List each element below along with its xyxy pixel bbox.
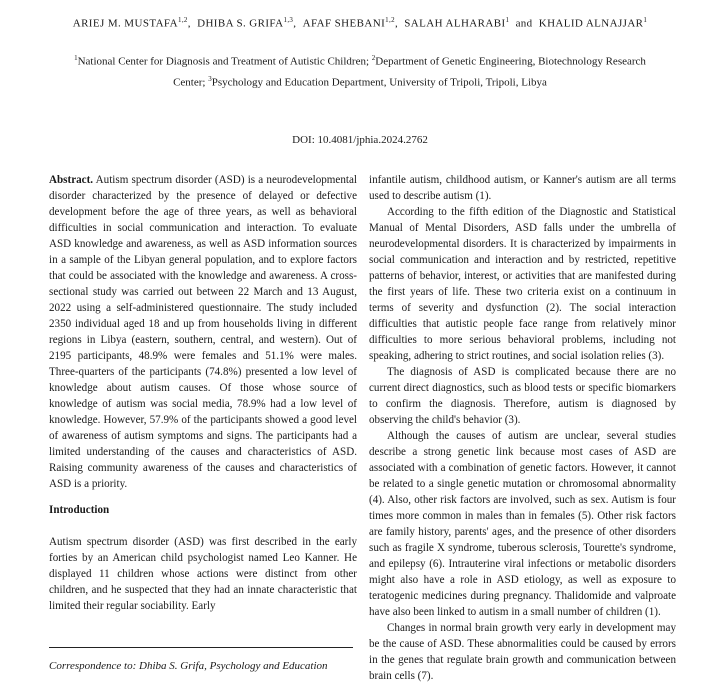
affiliations [60,50,660,91]
author-conjunction: and [515,17,533,30]
author-name: KHALID ALNAJJAR [538,17,644,30]
author-affiliation-marker: 1,2 [385,16,395,24]
affiliation-text: National Center for Diagnosis and Treatment of Autistic Children; [77,55,372,68]
correspondence-text: Dhiba S. Grifa, Psychology and Education [136,660,328,672]
body-paragraph: Although the causes of autism are unclear, several studies describe a strong genetic link because most cases of ASD are associated with a combination of genetic factors. However, it cannot be related to a single genetic mutation or chromosomal abnormality (4). Also, other risk factors are involved, such as sex. Autism is four times more common in males than in females (5). Other risk factors are family history, parents' ages, and the presence of other disorders such as fragile X syndrome, tuberous sclerosis, Tourette's syndrome, and epilepsy (6). Intrauterine viral infections or metabolic disorders might also have a role in ASD etiology, as well as exposure to teratogenic medicines during pregnancy. Thalidomide and valproate have also been linked to autism in a small number of children (1). [369,430,676,618]
body-paragraph: infantile autism, childhood autism, or Kanner's autism are all terms used to describe autism (1). [369,174,676,202]
right-column [369,172,676,684]
affiliation-text: Psychology and Education Department, University of Tripoli, Tripoli, Libya [211,76,547,89]
doi-link[interactable]: DOI: 10.4081/jphia.2024.2762 [292,134,428,146]
author-name: DHIBA S. GRIFA [197,17,284,30]
author-affiliation-marker: 1 [505,16,510,24]
body-paragraph: According to the fifth edition of the Diagnostic and Statistical Manual of Mental Disorders, ASD falls under the umbrella of neurodevelopmental disorders. It is characterized by impairments in social communication and interaction and by restricted, repetitive patterns of behavior, interest, or activities that are manifested during the first years of life. These two criteria exist on a continuum in terms of severity and dysfunction (2). The social interaction difficulties that autistic people face range from relatively minor difficulties to more serious behavioral problems, including not speaking, adhering to strict routines, and social isolation relies (3). [369,206,676,362]
author-name: ARIEJ M. MUSTAFA [72,17,178,30]
author-name: SALAH ALHARABI [404,17,506,30]
author-affiliation-marker: 1,3 [283,16,294,24]
author-name: AFAF SHEBANI [302,17,386,30]
abstract-paragraph [49,172,357,492]
author-affiliation-marker: 1 [643,16,648,24]
author-affiliation-marker: 1,2 [177,16,188,24]
abstract-label: Abstract. [49,174,94,186]
body-paragraph: The diagnosis of ASD is complicated because there are no current direct diagnostics, such as blood tests or specific biomarkers to confirm the diagnosis. Therefore, autism is diagnosed by observing the child's behavior (3). [369,366,676,426]
left-column [49,172,357,614]
affiliation-marker: 2 [371,54,376,62]
affiliation-text: Department of Genetic Engineering, Biotechnology Research Center; [173,55,646,89]
correspondence-label: Correspondence to: [49,660,137,672]
footnote-divider [49,647,353,648]
section-heading-introduction: Introduction [49,504,110,516]
body-paragraph: Changes in normal brain growth very early in development may be the cause of ASD. These abnormalities could be caused by errors in the genes that regulate brain growth and communication between brain cells (7). [369,622,676,682]
affiliation-marker: 1 [74,54,78,62]
author-list: ARIEJ M. MUSTAFA$^{1,2}$, DHIBA S. GRIFA$^{1,3}$, AFAF SHEBANI$^{1,2}$, SALAH ALHARABI$^1$ and KHALID ALNAJJAR$^1$ [72,16,648,30]
correspondence-note [49,660,359,672]
introduction-paragraph: Autism spectrum disorder (ASD) was first described in the early forties by an American child psychologist named Leo Kanner. He displayed 11 children whose actions were distinct from other children, and he suspected that they had an innate characteristic that limited their regular sociability. Early [49,536,357,612]
abstract-text: Autism spectrum disorder (ASD) is a neurodevelopmental disorder characterized by the presence of delayed or defective development before the age of three years, as well as behavioral difficulties in social communication and interaction. To evaluate ASD knowledge and awareness, as well as ASD information sources in a sample of the Libyan general population, and to explore factors that could be associated with the knowledge and awareness. A cross-sectional study was carried out between 22 March and 13 August, 2022 using a self-administered questionnaire. The study included 2350 individual aged 18 and up from households living in different regions in Libya (eastern, southern, central, and western). Out of 2195 participants, 48.9% were females and 51.1% were males. Three-quarters of the participants (74.8%) presented a low level of knowledge about autism causes. Of those whose source of knowledge of autism was social media, 78.9% had a low level of knowledge. However, 57.9% of the participants showed a good level of awareness of autism symptoms and signs. The participants had a limited understanding of the causes and characteristics of ASD. Raising community awareness of the causes and characteristics of ASD is a priority. [49,174,357,490]
affiliation-marker: 3 [208,74,212,83]
